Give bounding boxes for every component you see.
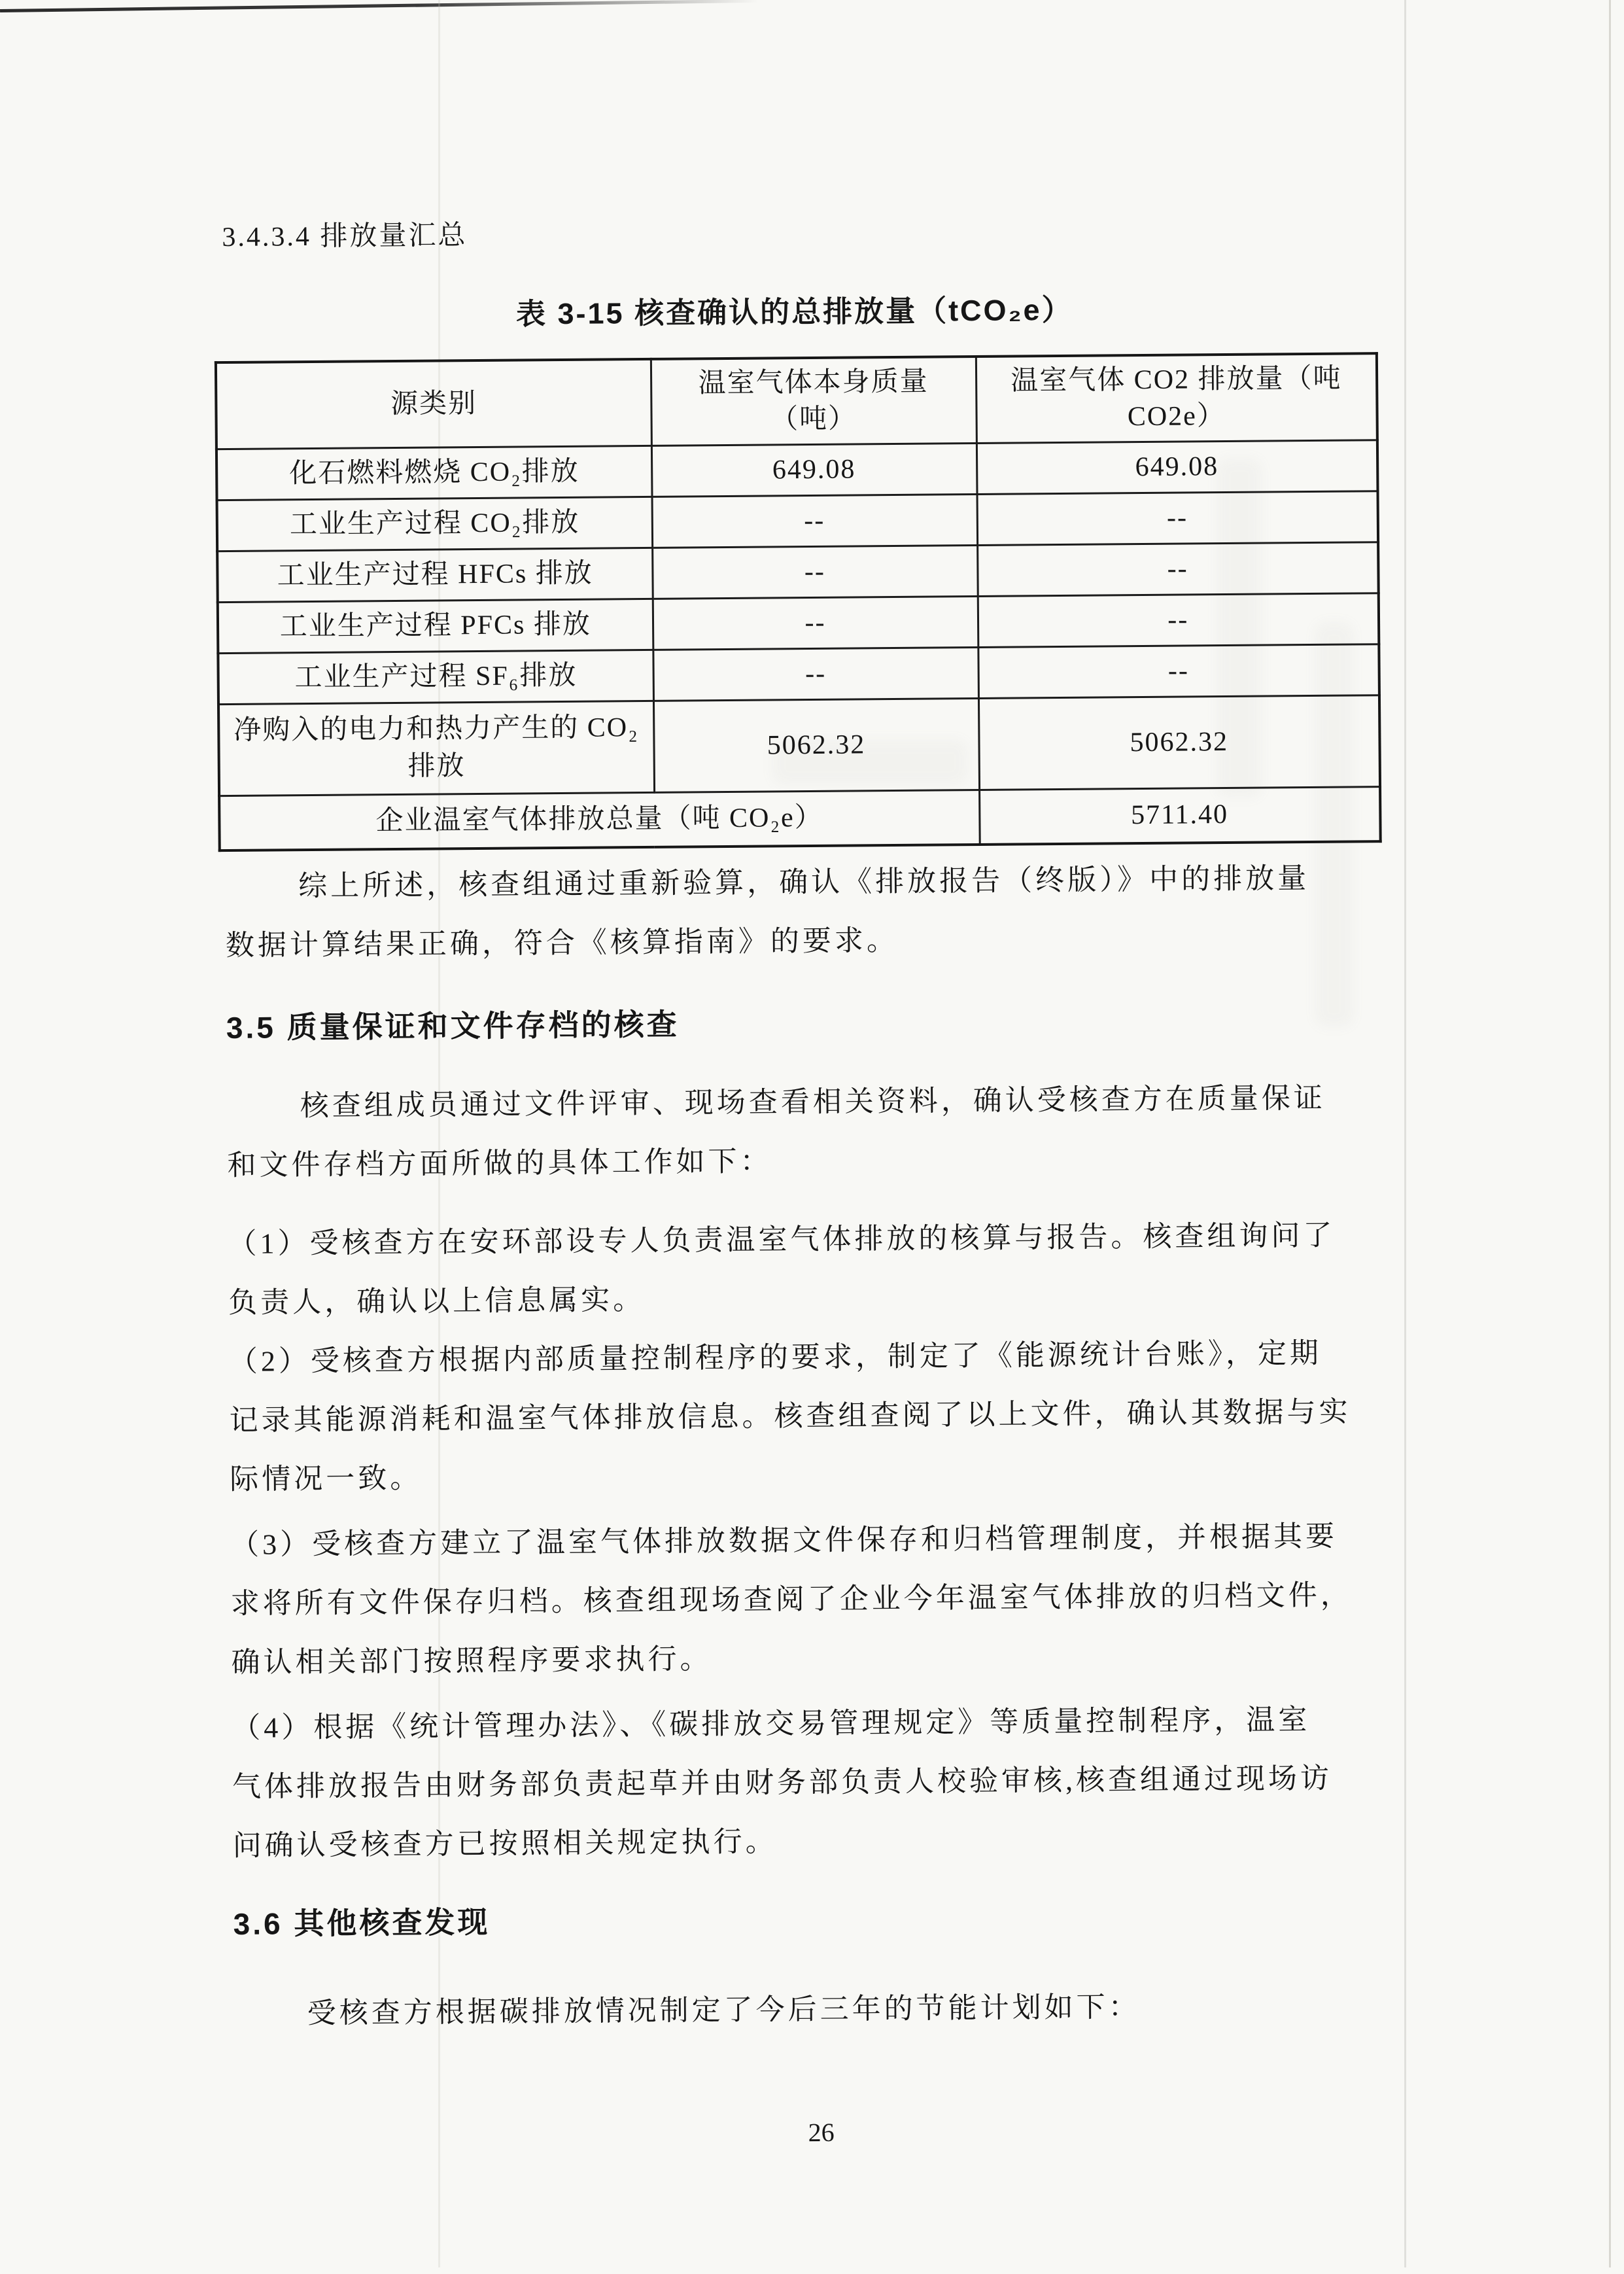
source-cell: 工业生产过程 PFCs 排放: [218, 599, 653, 653]
co2e-cell: --: [977, 542, 1379, 596]
mass-cell: 5062.32: [653, 698, 979, 792]
table-row-process-hfcs: [217, 542, 1379, 602]
item1-paragraph-line: 负责人，确认以上信息属实。: [228, 1284, 646, 1320]
item3-paragraph-line: 确认相关部门按照程序要求执行。: [231, 1643, 712, 1679]
column-header-co2e-label: 温室气体 CO2 排放量（吨 CO2e）: [1011, 363, 1342, 432]
summary-paragraph-line: 综上所述，核查组通过重新验算，确认《排放报告（终版）》中的排放量: [298, 862, 1310, 903]
section-36-paragraph-line: 受核查方根据碳排放情况制定了今后三年的节能计划如下：: [307, 1991, 1141, 2030]
mass-cell: 649.08: [651, 443, 977, 497]
item2-paragraph-line: （2）受核查方根据内部质量控制程序的要求，制定了《能源统计台账》，定期: [228, 1337, 1322, 1378]
summary-paragraph-line: 数据计算结果正确，符合《核算指南》的要求。: [225, 924, 899, 962]
source-cell-label: 净购入的电力和热力产生的 CO₂排放: [233, 712, 639, 782]
page-number: 26: [808, 2117, 835, 2148]
item4-paragraph-line: （4）根据《统计管理办法》、《碳排放交易管理规定》等质量控制程序，温室: [232, 1704, 1311, 1745]
table-row-net-purchased-power: [218, 695, 1380, 796]
section-heading-3-4-3-4: 3.4.3.4 排放量汇总: [222, 220, 468, 253]
total-co2e-cell: 5711.40: [979, 786, 1381, 845]
item4-paragraph-line: 气体排放报告由财务部负责起草并由财务部负责人校验审核,核查组通过现场访: [232, 1762, 1333, 1804]
source-cell: 化石燃料燃烧 CO₂排放: [216, 446, 652, 500]
item2-paragraph-line: 际情况一致。: [230, 1461, 423, 1496]
intro-paragraph-line: 核查组成员通过文件评审、现场查看相关资料，确认受核查方在质量保证: [300, 1081, 1326, 1123]
table-row-process-pfcs: [218, 593, 1379, 653]
table-row-process-co2: [217, 491, 1379, 551]
co2e-cell: 649.08: [976, 440, 1378, 494]
table-row-process-sf6: [218, 644, 1379, 704]
source-cell: 工业生产过程 SF₆排放: [218, 650, 653, 704]
item3-paragraph-line: （3）受核查方建立了温室气体排放数据文件保存和归档管理制度，并根据其要: [230, 1520, 1338, 1562]
intro-paragraph-line: 和文件存档方面所做的具体工作如下：: [227, 1145, 772, 1182]
item1-paragraph-line: （1）受核查方在安环部设专人负责温室气体排放的核算与报告。核查组询问了: [228, 1219, 1336, 1261]
item2-paragraph-line: 记录其能源消耗和温室气体排放信息。核查组查阅了以上文件，确认其数据与实: [229, 1395, 1351, 1437]
item4-paragraph-line: 问确认受核查方已按照相关规定执行。: [232, 1825, 778, 1862]
mass-cell: --: [653, 596, 978, 650]
co2e-cell: --: [978, 644, 1379, 698]
column-header-gas-mass-label: 温室气体本身质量（吨）: [698, 366, 929, 435]
column-header-source-label: 源类别: [390, 388, 477, 419]
item3-paragraph-line: 求将所有文件保存归档。核查组现场查阅了企业今年温室气体排放的归档文件，: [230, 1579, 1353, 1620]
section-heading-3-5: 3.5 质量保证和文件存档的核查: [226, 1007, 680, 1045]
table-header-row: [216, 353, 1377, 449]
mass-cell: --: [652, 545, 978, 599]
table-total-row: [219, 786, 1381, 850]
total-label-cell: 企业温室气体排放总量（吨 CO₂e）: [219, 790, 980, 850]
section-heading-3-6: 3.6 其他核查发现: [233, 1904, 491, 1941]
total-emissions-table: [215, 352, 1382, 852]
co2e-cell: 5062.32: [978, 695, 1380, 790]
column-header-gas-mass: [651, 357, 976, 446]
table-title: 表 3-15 核查确认的总排放量（tCO₂e）: [515, 292, 1073, 331]
source-cell: [218, 701, 654, 796]
co2e-cell: --: [977, 491, 1379, 545]
table-row-fossil-fuel: [216, 440, 1378, 500]
co2e-cell: --: [978, 593, 1379, 647]
source-cell: 工业生产过程 CO₂排放: [217, 497, 653, 551]
mass-cell: --: [652, 494, 978, 548]
column-header-source: [216, 359, 651, 449]
source-cell: 工业生产过程 HFCs 排放: [217, 548, 653, 602]
mass-cell: --: [653, 647, 978, 701]
column-header-co2e: [976, 353, 1377, 443]
